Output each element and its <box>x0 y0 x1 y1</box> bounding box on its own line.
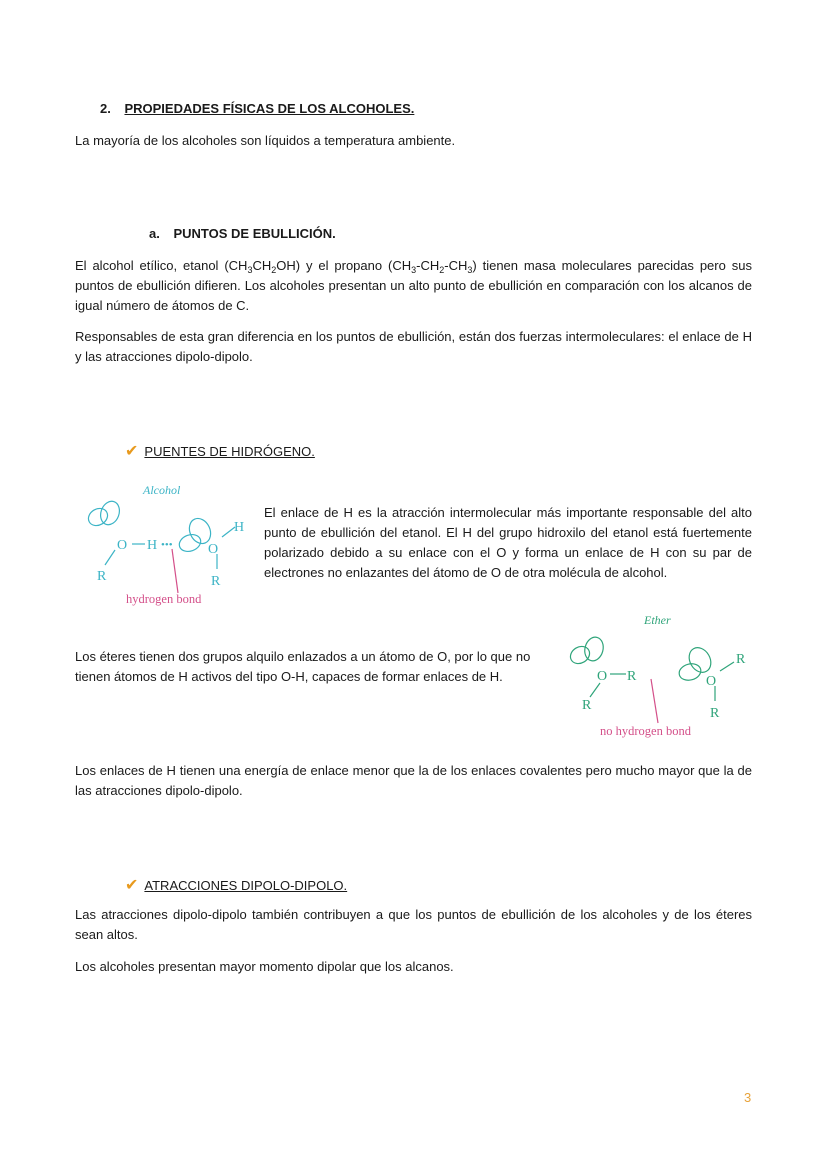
no-hydrogen-bond-label: no hydrogen bond <box>600 724 691 738</box>
section-title: PROPIEDADES FÍSICAS DE LOS ALCOHOLES. <box>124 101 415 116</box>
bullet-title: ATRACCIONES DIPOLO-DIPOLO. <box>144 878 348 893</box>
atom-label: R <box>211 574 221 589</box>
atom-label: O <box>208 542 219 557</box>
bullet-hydrogen-bonds <box>125 441 315 461</box>
page-number: 3 <box>744 1090 752 1105</box>
paragraph-dipole: Las atracciones dipolo-dipolo también contribuyen a que los puntos de ebullición de los alcoholes y de los éteres sean altos. <box>75 907 752 942</box>
section-heading <box>100 101 414 116</box>
paragraph-bond-energy: Los enlaces de H tienen una energía de enlace menor que la de los enlaces covalentes pero mucho mayor que la de las atracciones dipolo-dipolo. <box>75 763 752 798</box>
atom-label: R <box>582 698 592 713</box>
check-icon: ✔ <box>125 443 139 460</box>
bullet-title: PUENTES DE HIDRÓGENO. <box>144 444 315 459</box>
subsection-heading <box>149 226 336 241</box>
atom-label: R <box>736 652 746 667</box>
bond-dots: ••• <box>161 539 173 551</box>
paragraph-boiling-points: El alcohol etílico, etanol $(CH_3CH_2OH)$ y el propano $(CH_3-CH_2-CH_3)$ tienen masa moleculares parecidas pero sus puntos de ebullición difieren. Los alcoholes presentan un alto punto de ebullición en comparación con los alcanos de igual número de átomos de C. <box>75 258 752 313</box>
diagram-title: Alcohol <box>143 483 181 497</box>
bullet-dipole-dipole <box>125 875 347 895</box>
subsection-title: PUNTOS DE EBULLICIÓN. <box>173 226 336 241</box>
atom-label: O <box>117 538 128 553</box>
diagram-title: Ether <box>644 613 671 627</box>
subsection-letter: a. <box>149 226 160 241</box>
paragraph-ethers: Los éteres tienen dos grupos alquilo enlazados a un átomo de O, por lo que no tienen átomos de H activos del tipo O-H, capaces de formar enlaces de H. <box>75 649 531 684</box>
alcohol-hydrogen-bond-diagram <box>75 475 255 610</box>
paragraph-forces: Responsables de esta gran diferencia en los puntos de ebullición, están dos fuerzas intermoleculares: el enlace de H y las atracciones dipolo-dipolo. <box>75 329 752 364</box>
intro-paragraph: La mayoría de los alcoholes son líquidos a temperatura ambiente. <box>75 133 456 148</box>
atom-label: O <box>597 669 608 684</box>
atom-label: H <box>234 520 245 535</box>
atom-label: R <box>627 669 637 684</box>
paragraph-hydrogen-bond: El enlace de H es la atracción intermolecular más importante responsable del alto punto de ebullición del etanol. El H del grupo hidroxilo del etanol está fuertemente polarizado debido a su enlace con el O y forma un enlace de H con su par de electrones no enlazantes del átomo de O de otra molécula de alcohol. <box>264 505 752 580</box>
ether-no-hydrogen-bond-diagram <box>560 605 760 745</box>
atom-label: R <box>710 706 720 721</box>
paragraph-dipole-moment: Los alcoholes presentan mayor momento dipolar que los alcanos. <box>75 959 454 974</box>
atom-label: H <box>147 538 158 553</box>
check-icon: ✔ <box>125 877 139 894</box>
hydrogen-bond-label: hydrogen bond <box>126 592 202 606</box>
atom-label: R <box>97 569 107 584</box>
section-number: 2. <box>100 101 111 116</box>
atom-label: O <box>706 674 717 689</box>
